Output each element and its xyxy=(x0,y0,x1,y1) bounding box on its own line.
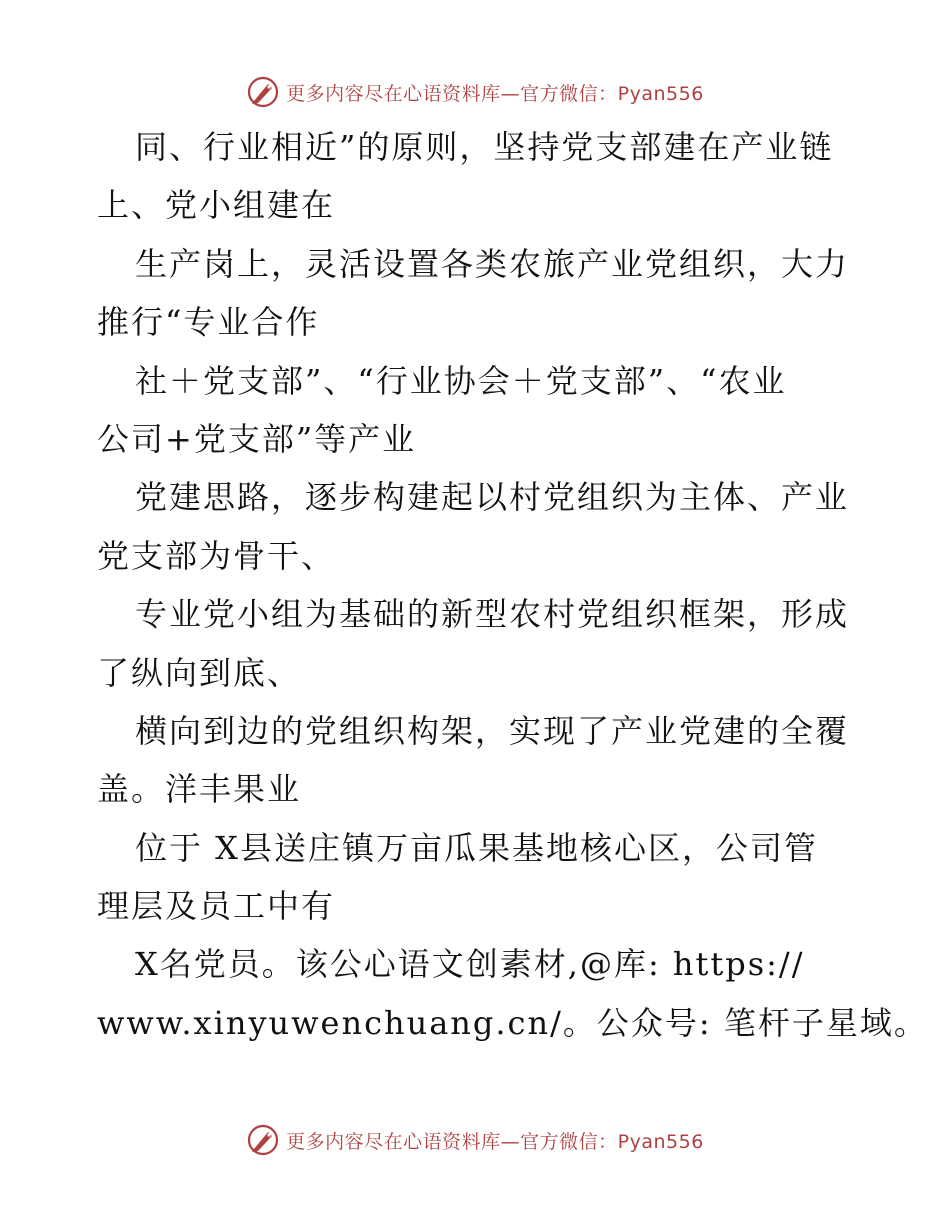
pen-nib-logo-icon xyxy=(246,75,280,109)
body-line-11: 横向到边的党组织构架，实现了产业党建的全覆 xyxy=(135,711,850,750)
body-line-8: 党支部为骨干、 xyxy=(97,536,336,575)
body-line-15: X名党员。该公心语文创素材,@库: https:// xyxy=(135,945,805,984)
body-line-10: 了纵向到底、 xyxy=(97,653,302,692)
body-line-1: 同、行业相近”的原则，坚持党支部建在产业链 xyxy=(135,128,834,166)
body-line-4: 推行“专业合作 xyxy=(97,303,320,342)
body-line-3: 生产岗上，灵活设置各类农旅产业党组织，大力 xyxy=(135,244,850,283)
body-line-16: www.xinyuwenchuang.cn/。公众号: 笔杆子星域。 xyxy=(97,1003,928,1042)
body-line-2: 上、党小组建在 xyxy=(97,186,336,225)
body-line-13: 位于 X县送庄镇万亩瓜果基地核心区，公司管 xyxy=(135,828,818,867)
body-line-9: 专业党小组为基础的新型农村党组织框架，形成 xyxy=(135,595,850,634)
body-line-5: 社＋党支部”、“行业协会＋党支部”、“农业 xyxy=(135,361,787,400)
body-line-12: 盖。洋丰果业 xyxy=(97,770,302,809)
body-line-14: 理层及员工中有 xyxy=(97,887,336,926)
footer-watermark xyxy=(0,1120,950,1160)
document-body xyxy=(97,118,928,1052)
header-watermark xyxy=(0,72,950,112)
header-watermark-text: 更多内容尽在心语资料库—官方微信：Pyan556 xyxy=(286,82,704,105)
pen-nib-logo-icon xyxy=(246,1123,280,1157)
footer-watermark-text: 更多内容尽在心语资料库—官方微信：Pyan556 xyxy=(286,1130,704,1153)
body-line-6: 公司+党支部”等产业 xyxy=(97,419,417,458)
body-line-7: 党建思路，逐步构建起以村党组织为主体、产业 xyxy=(135,478,850,517)
